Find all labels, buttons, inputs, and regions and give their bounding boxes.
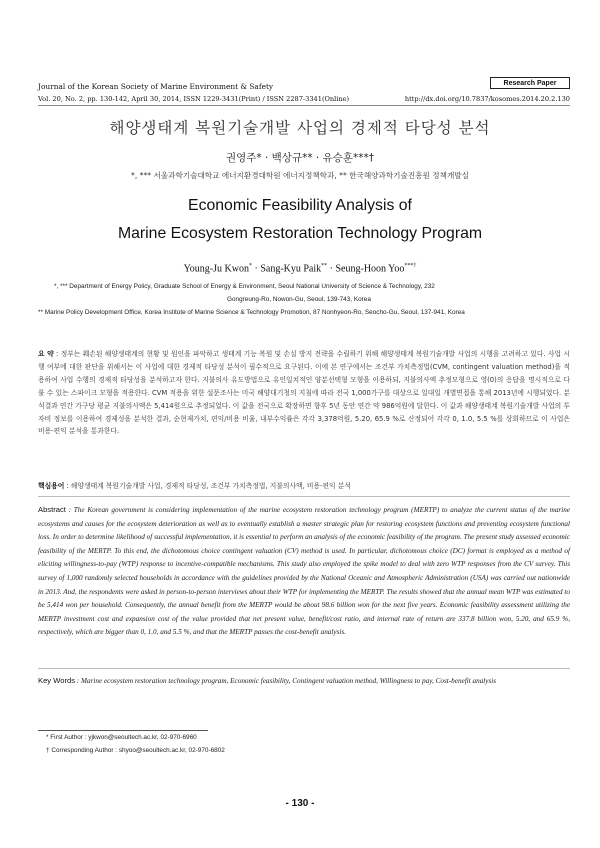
- english-affiliation-1-cont: Gongreung-Ro, Nowon-Gu, Seoul, 139-743, Korea: [227, 296, 371, 303]
- journal-name: Journal of the Korean Society of Marine Environment & Safety: [38, 82, 274, 91]
- english-keywords-label: Key Words: [38, 676, 75, 685]
- article-type-badge: Research Paper: [490, 77, 570, 89]
- english-affiliation-2: ** Marine Policy Development Office, Korea Institute of Marine Science & Technology Promotion, 87 Nonhyeon-Ro, Seocho-Gu, Seoul, 137-941, Korea: [38, 309, 465, 316]
- english-affiliation-1: *, *** Department of Energy Policy, Graduate School of Energy & Environment, Seoul National University of Science & Technology, 232: [54, 283, 435, 290]
- section-divider: [38, 496, 570, 497]
- korean-authors: 권영주* · 백상규** · 유승훈***†: [225, 152, 375, 164]
- author-marker: **: [321, 263, 328, 269]
- author-marker: ***†: [404, 263, 417, 269]
- author-name: Sang-Kyu Paik: [260, 263, 322, 275]
- english-keywords: [38, 676, 570, 685]
- author-name: Young-Ju Kwon: [183, 263, 249, 275]
- page-number: - 130 -: [285, 798, 315, 809]
- author-separator: ·: [251, 263, 261, 275]
- author-marker: *: [248, 263, 252, 269]
- english-title-line1: Economic Feasibility Analysis of: [188, 197, 412, 214]
- footnote-first-author: * First Author : yjkwon@seoultech.ac.kr, 02-970-6960: [46, 734, 197, 741]
- korean-affiliation: *, *** 서울과학기술대학교 에너지환경대학원 에너지정책학과, ** 한국해양과학기술진흥원 정책개발실: [131, 171, 469, 180]
- footnote-corresponding-author: † Corresponding Author : shyoo@seoultech.ac.kr, 02-970-6802: [46, 747, 225, 754]
- korean-title: 해양생태계 복원기술개발 사업의 경제적 타당성 분석: [109, 119, 491, 137]
- footnote-divider: [38, 730, 208, 731]
- korean-abstract: [38, 348, 570, 438]
- english-title-line2: Marine Ecosystem Restoration Technology Program: [117, 225, 483, 242]
- section-divider: [38, 668, 570, 669]
- korean-abstract-text: : 정부는 훼손된 해양생태계의 현황 및 원인을 파악하고 생태계 기능 복원 및 손실 방지 전략을 수립하기 위해 해양생태계 복원기술개발 사업의 시행을 고려하고 있다. 사업 시행 여부에 대한 판단을 위해서는 이 사업에 대한 경제적 타당성 분석이 필수적으로 요구된다. 이에 본 연구에서는 조건부 가치측정법(CVM, contingent valuation method)을 적용하여 사업 수행의 경제적 타당성을 분석하고자 한다. 지불의사 유도방법으로 유인일치적인 양분선택형 모형을 이용하되, 지불의사액 추정모형으로 영(0)의 응답을 명시적으로 다룰 수 있는 스파이크 모형을 적용한다. CVM 적용을 위한 설문조사는 미국 해양대기청의 지침에 따라 전국 1,000가구를 대상으로 일대일 개별면접을 통해 2013년에 시행되었다. 분석결과 연간 가구당 평균 지불의사액은 5,414원으로 추정되었다. 이 값을 전국으로 확장하면 향후 5년 동안 연간 약 986억원에 달한다. 이 값과 해양생태계 복원기술개발 사업의 투자비 정보를 이용하여 경제성을 분석한 결과, 순현재가치, 편익/비용 비율, 내부수익률은 각각 3,378억원, 5.20, 65.9 %로 산정되어 각각 0, 1.0, 5.5 %를 상회하므로 이 사업은 비용-편익 분석을 통과한다.: [38, 350, 570, 436]
- english-abstract: [38, 503, 570, 640]
- header-divider: [38, 105, 570, 106]
- korean-abstract-label: 요 약: [38, 350, 54, 358]
- english-abstract-label: Abstract: [38, 505, 66, 514]
- author-name: Seung-Hoon Yoo: [335, 263, 405, 275]
- korean-keywords: [38, 480, 570, 490]
- english-keywords-text: : Marine ecosystem restoration technology program, Economic feasibility, Contingent valuation method, Willingness to pay, Cost-benefit analysis: [75, 677, 497, 685]
- doi-link[interactable]: http://dx.doi.org/10.7837/kosomes.2014.20.2.130: [404, 95, 570, 103]
- english-authors: [0, 263, 600, 274]
- volume-info: Vol. 20, No. 2, pp. 130-142, April 30, 2014, ISSN 1229-3431(Print) / ISSN 2287-3341(Online): [38, 95, 350, 103]
- korean-keywords-label: 핵심용어: [38, 482, 65, 490]
- english-abstract-text: : The Korean government is considering implementation of the marine ecosystem restoration technology program (MERTP) to analyze the current status of the marine ecosystems and causes for the ecosystem deterioration as well as to eventually establish a master strategic plan for restoring ecosystem functions and preventing ecosystem functional loss. In order to determine likelihood of successful implementation, it is essential to perform an analysis of the economic feasibility of the program. The present study assessed economic feasibility of the MERTP. To this end, the dichotomous choice contingent valuation (CV) method is used. In particular, dichotomous choice (DC) format is employed as a method of eliciting willingness-to-pay (WTP) response to incentive-compatible mechanisms. This study also employed the spike model to deal with zero WTP responses from the CV survey. This survey of 1,000 randomly selected households in accordance with the guidelines provided by the National Oceanic and Atmospheric Administration (USA) was carried out nationwide in 2013. And, the respondents were asked in person-to-person interviews about their WTP for implementing the MERTP. The results showed that the annual mean WTP was estimated to be 5,414 won per household. Consequently, the annual benefit from the MERTP would be about 98.6 billion won for the next five years. Economic feasibility assessment utilizing the MERTP investment cost and expansion cost of the value provided that net present value, benefit/cost ratio, and internal rate of return are 337.8 billion won, 5.20, and 65.9 %, respectively, which are bigger than 0, 1.0, and 5.5 %, and that the MERTP passes the cost-benefit analysis.: [38, 506, 570, 637]
- korean-keywords-text: : 해양생태계 복원기술개발 사업, 경제적 타당성, 조건부 가치측정법, 지불의사액, 비용-편익 분석: [64, 482, 351, 490]
- author-separator: ·: [327, 263, 336, 275]
